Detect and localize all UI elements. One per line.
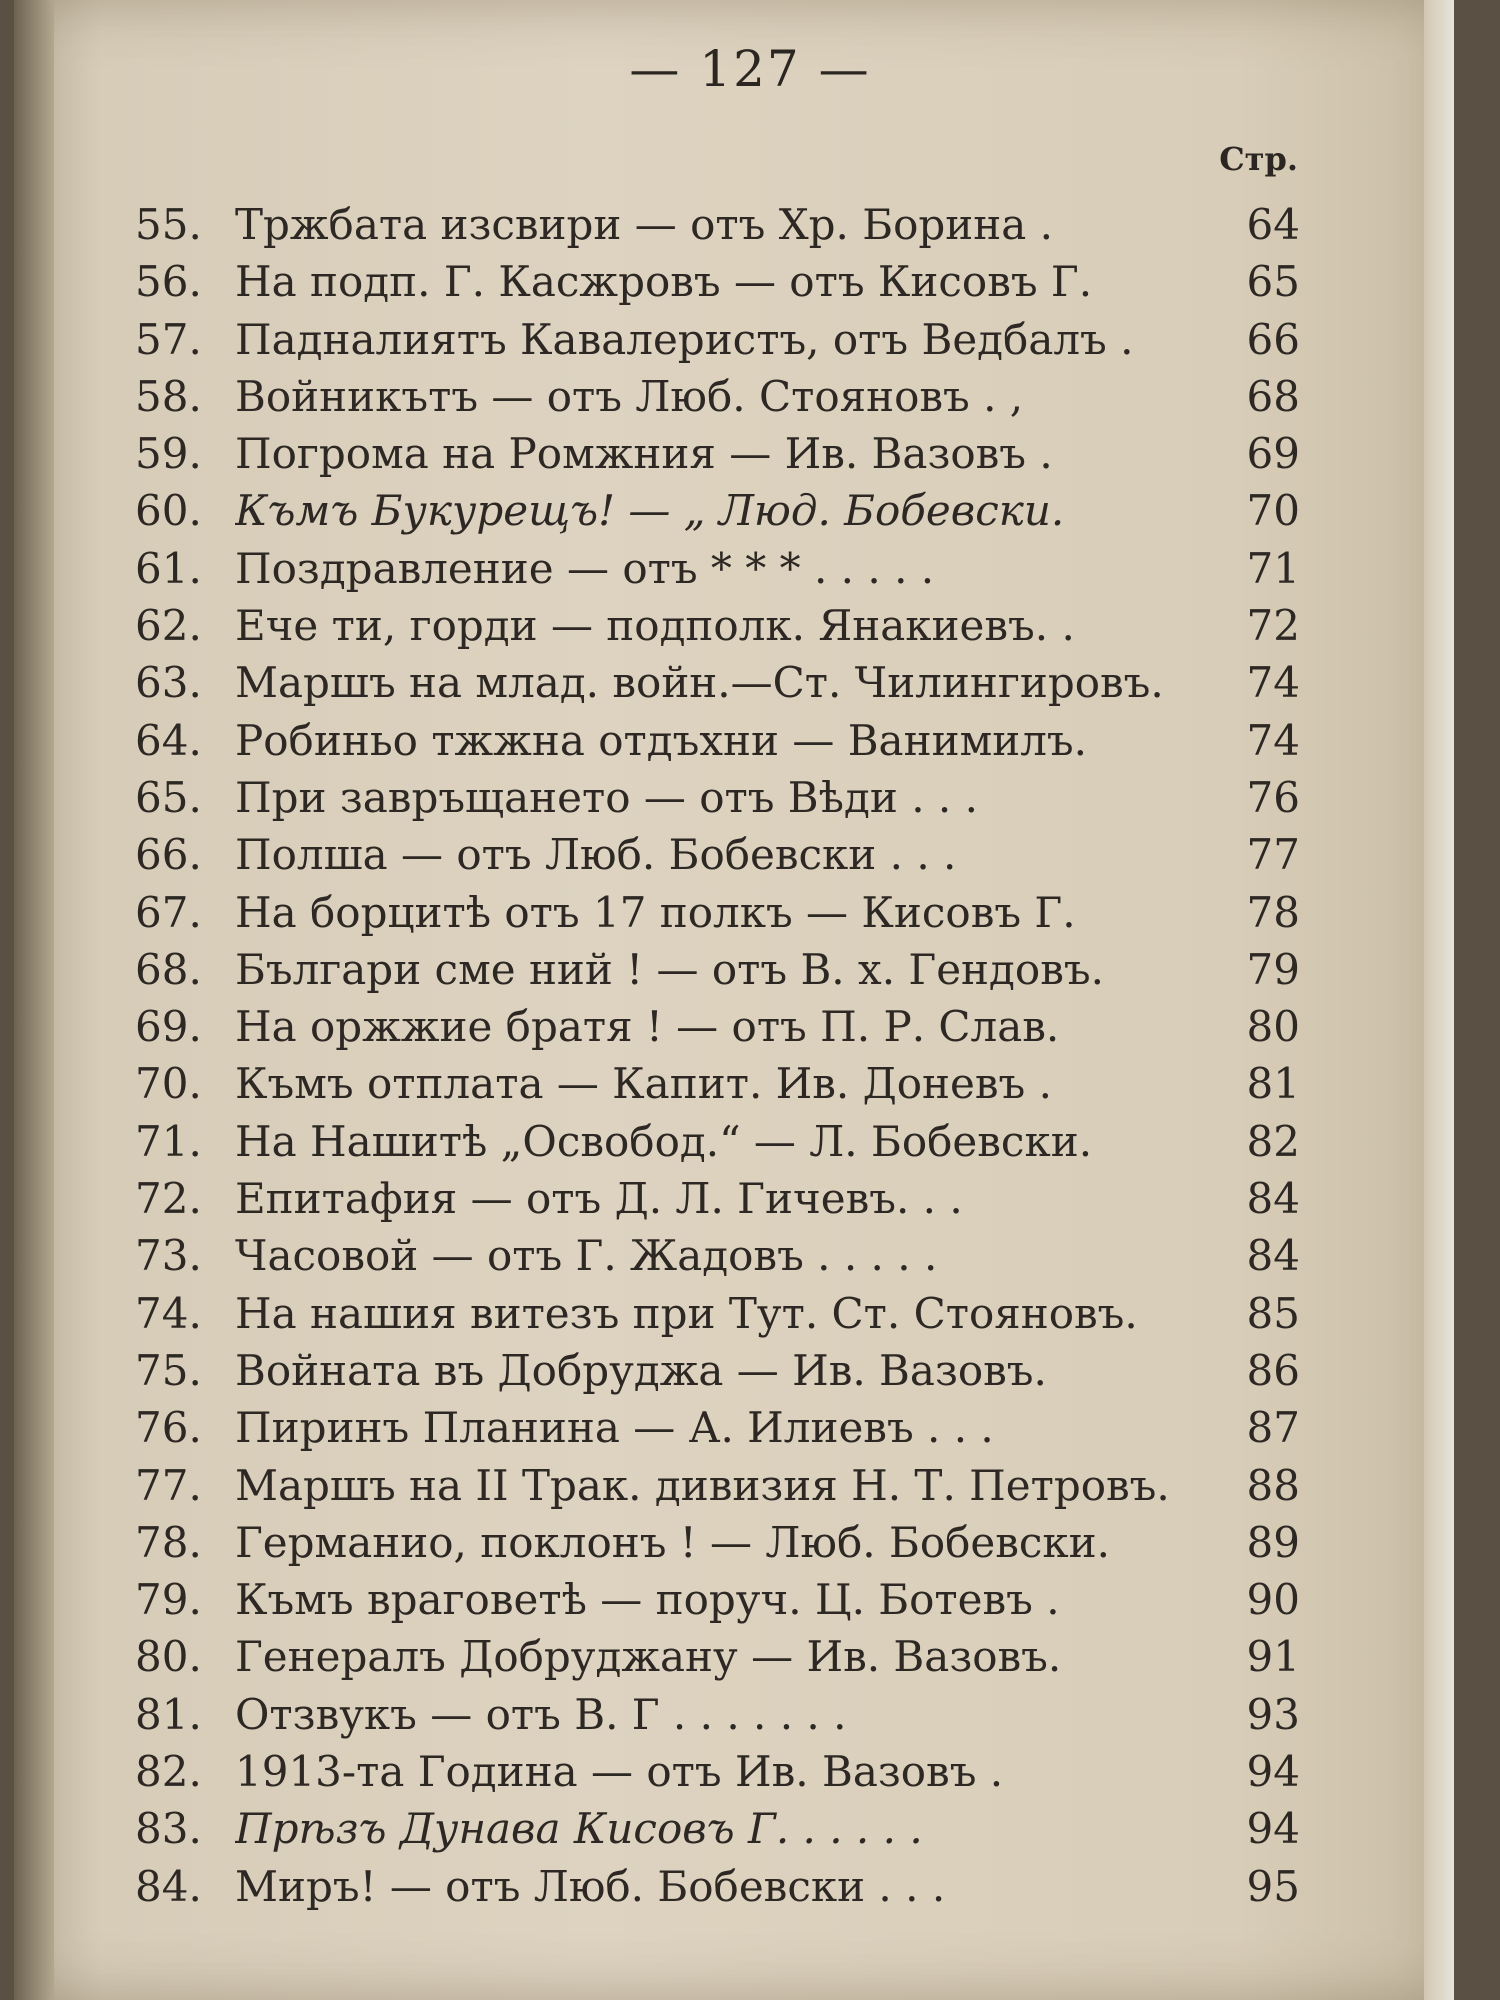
toc-entry-title: Миръ! — отъ Люб. Бобевски . . .	[235, 1861, 946, 1911]
toc-entry-page: 80	[1246, 1002, 1300, 1052]
toc-entry	[135, 429, 1300, 486]
toc-entry-number: 58.	[135, 371, 202, 421]
toc-entry-number: 71.	[135, 1116, 202, 1166]
toc-entry-number: 59.	[135, 429, 202, 479]
toc-entry-title: Войната въ Добруджа — Ив. Вазовъ.	[235, 1345, 1047, 1395]
toc-entry-page: 91	[1246, 1632, 1300, 1682]
toc-entry-number: 68.	[135, 944, 202, 994]
toc-entry-page: 70	[1246, 486, 1300, 536]
toc-entry-page: 89	[1246, 1517, 1300, 1567]
toc-entry-number: 57.	[135, 314, 202, 364]
toc-entry-page: 64	[1246, 200, 1300, 249]
toc-entry-title: Часовой — отъ Г. Жадовъ . . . . .	[235, 1231, 938, 1281]
toc-entry-page: 82	[1246, 1116, 1300, 1166]
toc-entry-page: 94	[1246, 1804, 1300, 1854]
toc-entry	[135, 372, 1300, 429]
toc-entry-number: 84.	[135, 1861, 202, 1911]
toc-entry-page: 86	[1246, 1345, 1300, 1395]
toc-entry-page: 94	[1246, 1747, 1300, 1797]
toc-entry-title: Къмъ враговетѣ — поруч. Ц. Ботевъ .	[235, 1575, 1060, 1625]
toc-entry	[135, 658, 1300, 715]
toc-entry-number: 77.	[135, 1460, 202, 1510]
toc-entry-number: 70.	[135, 1059, 202, 1109]
toc-entry	[135, 1346, 1300, 1403]
toc-entry-page: 77	[1246, 830, 1300, 880]
toc-entry-page: 84	[1246, 1231, 1300, 1281]
toc-entry	[135, 1403, 1300, 1460]
toc-entry-title: На нашия витезъ при Тут. Ст. Стояновъ.	[235, 1288, 1138, 1338]
toc-entry	[135, 773, 1300, 830]
toc-entry-title: Робиньо тжжна отдъхни — Ванимилъ.	[235, 715, 1087, 765]
toc-entry-number: 55.	[135, 200, 202, 249]
toc-entry	[135, 601, 1300, 658]
toc-entry-title: Прѣзъ Дунава Кисовъ Г. . . . . .	[235, 1804, 923, 1854]
toc-entry-title: Поздравление — отъ * * * . . . . .	[235, 543, 935, 593]
toc-entry-page: 72	[1246, 601, 1300, 651]
toc-entry-page: 85	[1246, 1288, 1300, 1338]
toc-entry	[135, 1289, 1300, 1346]
toc-entry-number: 64.	[135, 715, 202, 765]
toc-entry-number: 76.	[135, 1403, 202, 1453]
toc-entry-number: 75.	[135, 1345, 202, 1395]
toc-entry-page: 93	[1246, 1689, 1300, 1739]
toc-entry-number: 62.	[135, 601, 202, 651]
toc-entry	[135, 1632, 1300, 1689]
toc-entry-number: 72.	[135, 1174, 202, 1224]
toc-entry-number: 63.	[135, 658, 202, 708]
toc-entry-page: 81	[1246, 1059, 1300, 1109]
toc-entry-title: Генералъ Добруджану — Ив. Вазовъ.	[235, 1632, 1062, 1682]
toc-entry-title: Германио, поклонъ ! — Люб. Бобевски.	[235, 1517, 1111, 1567]
toc-entry-title: Пиринъ Планина — А. Илиевъ . . .	[235, 1403, 994, 1453]
toc-entry-number: 56.	[135, 257, 202, 307]
toc-entry	[135, 1002, 1300, 1059]
toc-entry-title: При завръщането — отъ Вѣди . . .	[235, 772, 978, 822]
toc-entry	[135, 945, 1300, 1002]
toc-entry-page: 78	[1246, 887, 1300, 937]
toc-entry-number: 79.	[135, 1575, 202, 1625]
page-edge	[1424, 0, 1454, 2000]
toc-entry-number: 69.	[135, 1002, 202, 1052]
toc-entry-number: 61.	[135, 543, 202, 593]
toc-entry-page: 90	[1246, 1575, 1300, 1625]
toc-entry-number: 60.	[135, 486, 202, 536]
toc-entry-title: Падналиятъ Кавалеристъ, отъ Ведбалъ .	[235, 314, 1134, 364]
toc-entry-title: Отзвукъ — отъ В. Г . . . . . . .	[235, 1689, 847, 1739]
toc-entry	[135, 1461, 1300, 1518]
toc-entry-page: 66	[1246, 314, 1300, 364]
toc-entry	[135, 1059, 1300, 1116]
toc-entry-page: 69	[1246, 429, 1300, 479]
toc-entry	[135, 830, 1300, 887]
toc-entry-number: 80.	[135, 1632, 202, 1682]
toc-entry	[135, 1117, 1300, 1174]
toc-entry	[135, 200, 1300, 257]
toc-entry-page: 95	[1246, 1861, 1300, 1911]
toc-entry-number: 67.	[135, 887, 202, 937]
toc-entry-page: 74	[1246, 715, 1300, 765]
toc-entry	[135, 716, 1300, 773]
toc-entry-page: 84	[1246, 1174, 1300, 1224]
toc-entry-number: 81.	[135, 1689, 202, 1739]
toc-entry-title: 1913-та Година — отъ Ив. Вазовъ .	[235, 1747, 1004, 1797]
toc-entry-number: 66.	[135, 830, 202, 880]
toc-entry	[135, 1575, 1300, 1632]
toc-entry-title: Маршъ на II Трак. дивизия Н. Т. Петровъ.	[235, 1460, 1170, 1510]
toc-entry-number: 74.	[135, 1288, 202, 1338]
toc-entry-title: Къмъ Букурещъ! — „ Люд. Бобевски.	[235, 486, 1065, 536]
toc-entry-number: 83.	[135, 1804, 202, 1854]
toc-entry	[135, 1690, 1300, 1747]
toc-entry-number: 82.	[135, 1747, 202, 1797]
toc-entry	[135, 1747, 1300, 1804]
toc-entry-title: На Нашитѣ „Освобод.“ — Л. Бобевски.	[235, 1116, 1093, 1166]
toc-entry-number: 73.	[135, 1231, 202, 1281]
toc-entry-page: 71	[1246, 543, 1300, 593]
toc-entry-page: 76	[1246, 772, 1300, 822]
toc-entry-page: 68	[1246, 371, 1300, 421]
toc-entry-title: На подп. Г. Касжровъ — отъ Кисовъ Г.	[235, 257, 1093, 307]
toc-entry	[135, 888, 1300, 945]
toc-entry-number: 65.	[135, 772, 202, 822]
toc-entry	[135, 1231, 1300, 1288]
toc-entry	[135, 1518, 1300, 1575]
toc-entry-title: Полша — отъ Люб. Бобевски . . .	[235, 830, 957, 880]
table-of-contents	[135, 200, 1300, 1919]
toc-entry-title: Маршъ на млад. войн.—Ст. Чилингировъ.	[235, 658, 1164, 708]
toc-entry	[135, 257, 1300, 314]
toc-entry-page: 65	[1246, 257, 1300, 307]
toc-entry	[135, 1804, 1300, 1861]
toc-entry	[135, 1862, 1300, 1919]
toc-entry	[135, 315, 1300, 372]
toc-entry-title: Тржбата изсвири — отъ Хр. Борина .	[235, 200, 1053, 249]
toc-entry-title: На оржжие братя ! — отъ П. Р. Слав.	[235, 1002, 1060, 1052]
toc-entry-title: Войникътъ — отъ Люб. Стояновъ . ,	[235, 371, 1024, 421]
toc-entry-title: Погрома на Ромжния — Ив. Вазовъ .	[235, 429, 1053, 479]
toc-entry-page: 87	[1246, 1403, 1300, 1453]
page-number: — 127 —	[629, 40, 871, 98]
toc-entry-number: 78.	[135, 1517, 202, 1567]
toc-entry-page: 74	[1246, 658, 1300, 708]
toc-entry-title: Къмъ отплата — Капит. Ив. Доневъ .	[235, 1059, 1052, 1109]
toc-entry-page: 88	[1246, 1460, 1300, 1510]
page-column-header: Стр.	[1219, 140, 1298, 178]
toc-entry	[135, 1174, 1300, 1231]
toc-entry-title: На борцитѣ отъ 17 полкъ — Кисовъ Г.	[235, 887, 1076, 937]
toc-entry	[135, 544, 1300, 601]
book-spine	[14, 0, 54, 2000]
toc-entry-title: Ече ти, горди — подполк. Янакиевъ. .	[235, 601, 1075, 651]
toc-entry-page: 79	[1246, 944, 1300, 994]
toc-entry-title: Епитафия — отъ Д. Л. Гичевъ. . .	[235, 1174, 963, 1224]
toc-entry-title: Българи сме ний ! — отъ В. х. Гендовъ.	[235, 944, 1104, 994]
toc-entry	[135, 486, 1300, 543]
